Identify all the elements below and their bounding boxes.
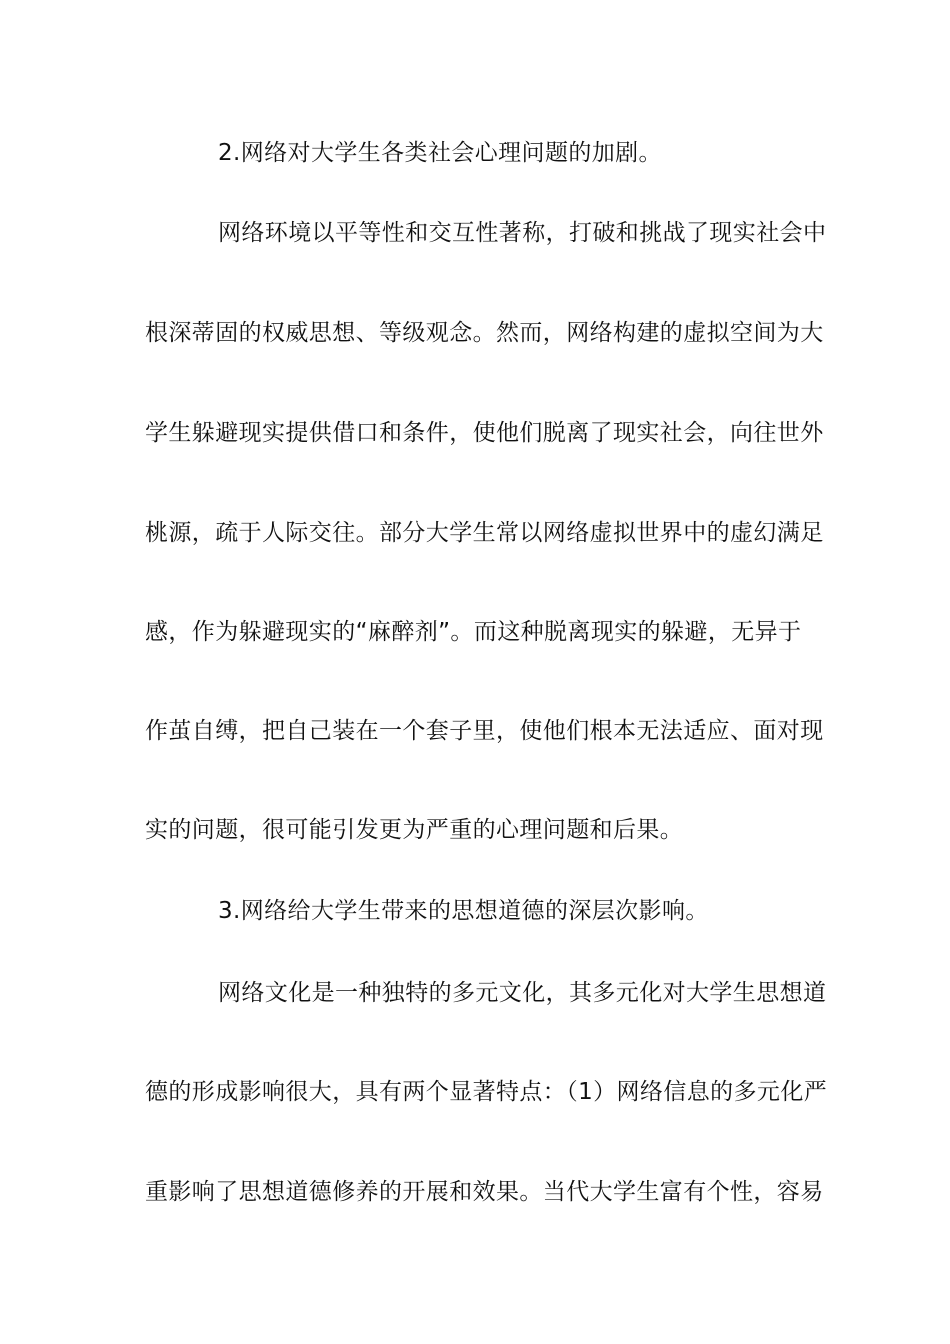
paragraph-line: 根深蒂固的权威思想、等级观念。然而，网络构建的虚拟空间为大 [145,320,824,346]
paragraph-line: 网络文化是一种独特的多元文化，其多元化对大学生思想道 [218,980,827,1006]
paragraph-line: 桃源，疏于人际交往。部分大学生常以网络虚拟世界中的虚幻满足 [145,520,824,546]
paragraph-line: 重影响了思想道德修养的开展和效果。当代大学生富有个性，容易 [145,1179,824,1205]
paragraph-line: 学生躲避现实提供借口和条件，使他们脱离了现实社会，向往世外 [145,420,824,446]
paragraph-line: 感，作为躲避现实的“麻醉剂”。而这种脱离现实的躲避，无异于 [145,619,802,645]
paragraph-line: 实的问题，很可能引发更为严重的心理问题和后果。 [145,817,684,843]
section-heading-2: 2.网络对大学生各类社会心理问题的加剧。 [218,140,662,166]
section-heading-3: 3.网络给大学生带来的思想道德的深层次影响。 [218,898,709,924]
paragraph-line: 网络环境以平等性和交互性著称，打破和挑战了现实社会中 [218,220,827,246]
paragraph-line: 德的形成影响很大，具有两个显著特点：（1）网络信息的多元化严 [145,1079,828,1105]
paragraph-line: 作茧自缚，把自己装在一个套子里，使他们根本无法适应、面对现 [145,718,824,744]
